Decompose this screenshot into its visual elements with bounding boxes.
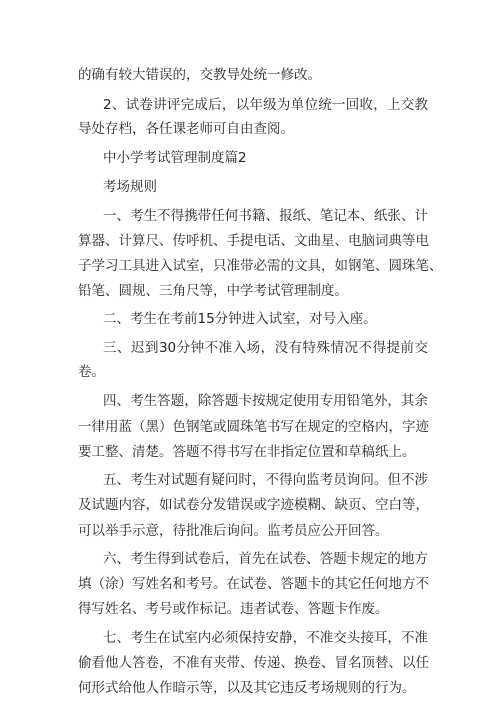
text-line: 三、迟到30分钟不准入场，没有特殊情况不得提前交 [103,340,428,356]
text-line: 及试题内容，如试卷分发错误或字迹模糊、缺页、空白等， [78,497,429,513]
section-heading: 中小学考试管理制度篇2 [103,150,247,166]
text-line: 可以举手示意，待批准后询问。监考员应公开回答。 [78,523,389,539]
text-line: 一律用蓝（黑）色钢笔或圆珠笔书写在规定的空格内，字迹 [78,419,429,435]
text-line: 二、考生在考前15分钟进入试室，对号入座。 [103,311,377,327]
text-line: 一、考生不得携带任何书籍、报纸、笔记本、纸张、计 [103,208,428,224]
text-line: 七、考生在试室内必须保持安静，不准交头接耳，不准 [103,630,428,646]
text-line: 六、考生得到试卷后，首先在试卷、答题卡规定的地方 [103,551,428,567]
text-line: 填（涂）写姓名和考号。在试卷、答题卡的其它任何地方不 [78,576,429,592]
text-line: 导处存档，各任课老师可自由查阅。 [78,121,294,137]
text-line: 算器、计算尺、传呼机、手提电话、文曲星、电脑词典等电 [78,233,429,249]
text-line: 的确有较大错误的，交教导处统一修改。 [78,67,321,83]
text-line: 铅笔、圆规、三角尺等，中学考试管理制度。 [78,283,348,299]
text-line: 子学习工具进入试室，只准带必需的文具，如钢笔、圆珠笔、 [78,258,443,274]
text-line: 卷。 [78,364,105,380]
text-line: 四、考生答题，除答题卡按规定使用专用铅笔外，其余 [103,393,428,409]
text-line: 何形式给他人作暗示等，以及其它违反考场规则的行为。 [78,680,416,696]
text-line: 得写姓名、考号或作标记。违者试卷、答题卡作废。 [78,601,389,617]
text-line: 2、试卷讲评完成后，以年级为单位统一回收，上交教 [103,97,428,113]
subheading: 考场规则 [103,179,157,195]
text-line: 偷看他人答卷，不准有夹带、传递、换卷、冒名顶替、以任 [78,655,429,671]
text-line: 要工整、清楚。答题不得书写在非指定位置和草稿纸上。 [78,444,416,460]
text-line: 五、考生对试题有疑问时，不得向监考员询问。但不涉 [103,472,428,488]
